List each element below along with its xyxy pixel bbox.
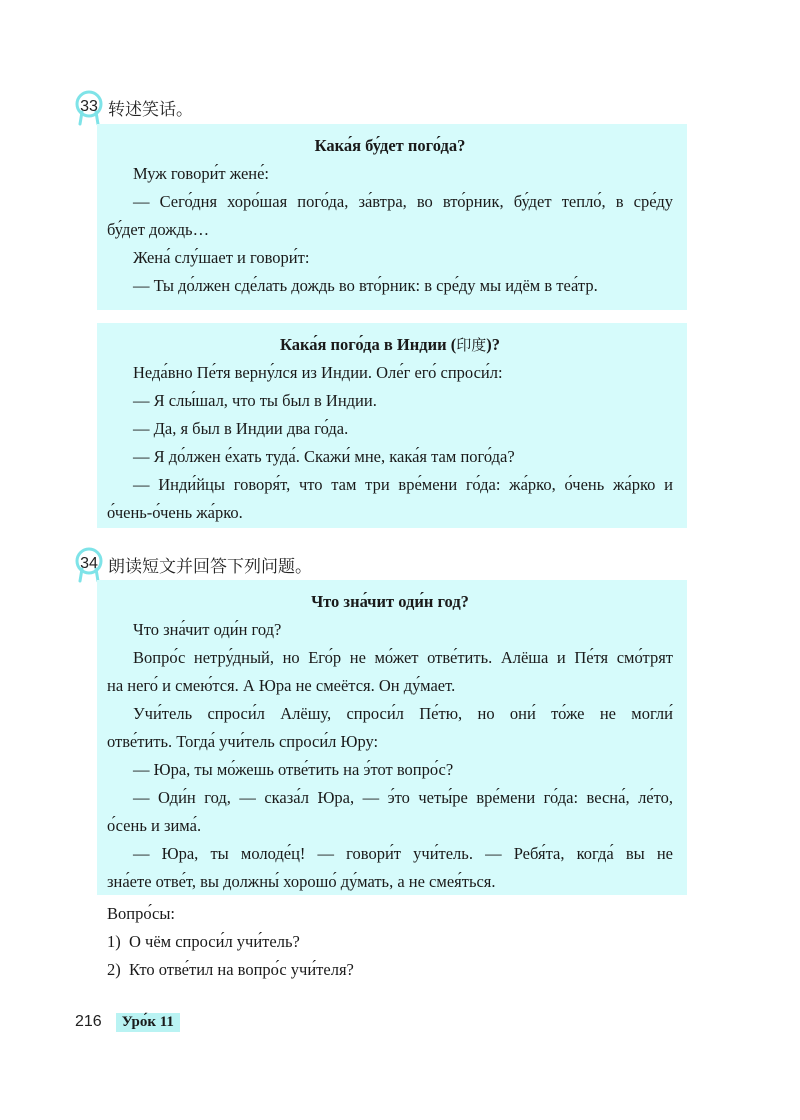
story-line: отве́тить. Тогда́ учи́тель спроси́л Юру: xyxy=(107,732,379,751)
story-line: на него́ и смею́тся. А Юра не смеётся. Он ду́мает. xyxy=(107,676,456,695)
story-line: — Ты до́лжен сде́лать дождь во вто́рник: в сре́ду мы идём в теа́тр. xyxy=(133,276,598,295)
story-line: — Оди́н год, — сказа́л Юра, — э́то четы́ре вре́мени го́да: весна́, ле́то, xyxy=(133,788,673,807)
story-line: — Инди́йцы говоря́т, что там три вре́мени го́да: жа́рко, о́чень жа́рко и xyxy=(133,475,673,494)
story-line: — Да, я был в Индии два го́да. xyxy=(133,419,349,438)
story-title xyxy=(107,331,673,359)
questions-label: Вопро́сы: xyxy=(107,904,175,923)
story-line: Что зна́чит оди́н год? xyxy=(133,620,282,639)
story-line: бу́дет дождь… xyxy=(107,220,210,239)
story-box-one-year xyxy=(97,580,687,895)
task-34-number: 34 xyxy=(80,555,98,572)
story-line: Неда́вно Пе́тя верну́лся из Индии. Оле́г его́ спроси́л: xyxy=(133,363,503,382)
story-line: Жена́ слу́шает и говори́т: xyxy=(133,248,310,267)
task-33-number: 33 xyxy=(80,98,98,115)
story-line: Вопро́с нетру́дный, но Его́р не мо́жет отве́тить. Алёша и Пе́тя смо́трят xyxy=(133,648,673,667)
story-title-end: )? xyxy=(486,335,500,354)
question-item: 2) Кто отве́тил на вопро́с учи́теля? xyxy=(107,960,354,979)
task-number-badge-icon xyxy=(75,550,103,578)
story-title-text: Кака́я пого́да в Индии ( xyxy=(279,335,457,354)
task-number-badge-icon xyxy=(75,93,103,121)
page-number: 216 xyxy=(75,1013,102,1030)
story-box-india xyxy=(97,323,687,528)
story-line: — Юра, ты молоде́ц! — говори́т учи́тель. — Ребя́та, когда́ вы не xyxy=(133,844,673,863)
story-line: Учи́тель спроси́л Алёшу, спроси́л Пе́тю, но они́ то́же не могли́ xyxy=(133,704,673,723)
story-line: зна́ете отве́т, вы должны́ хорошо́ ду́мать, а не смея́ться. xyxy=(107,872,496,891)
lesson-tag: Уро́к 11 xyxy=(116,1013,180,1032)
story-title: Кака́я бу́дет пого́да? xyxy=(314,136,466,155)
question-item: 1) О чём спроси́л учи́тель? xyxy=(107,932,300,951)
story-line: о́сень и зима́. xyxy=(107,816,202,835)
story-title: Что зна́чит оди́н год? xyxy=(311,592,469,611)
page-footer xyxy=(75,1010,180,1034)
story-box-weather xyxy=(97,124,687,310)
story-line: — Я до́лжен е́хать туда́. Скажи́ мне, кака́я там пого́да? xyxy=(133,447,515,466)
story-line: — Юра, ты мо́жешь отве́тить на э́тот вопро́с? xyxy=(133,760,454,779)
story-line: — Я слы́шал, что ты был в Индии. xyxy=(133,391,377,410)
task-33-title: 转述笑话。 xyxy=(108,99,193,120)
task-33-heading xyxy=(75,92,193,122)
task-34-heading xyxy=(75,549,312,579)
story-line: — Сего́дня хоро́шая пого́да, за́втра, во вто́рник, бу́дет тепло́, в сре́ду xyxy=(133,192,673,211)
task-34-title: 朗读短文并回答下列问题。 xyxy=(108,556,312,577)
story-title-cjk: 印度 xyxy=(456,336,487,354)
story-line: Муж говори́т жене́: xyxy=(133,164,270,183)
story-line: о́чень-о́чень жа́рко. xyxy=(107,503,243,522)
